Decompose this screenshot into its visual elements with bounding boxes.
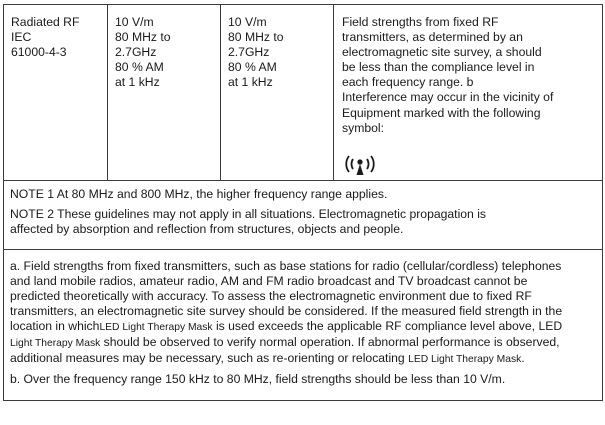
guidance-line: transmitters, as determined by an: [342, 30, 523, 45]
emc-immunity-table: [3, 4, 603, 401]
compliance-level-line: 10 V/m: [228, 15, 267, 29]
footnote-b: b. Over the frequency range 150 kHz to 80 MHz, field strengths should be less than 10 V/m.: [10, 372, 506, 387]
compliance-level-cell: [221, 5, 334, 181]
note-1: NOTE 1 At 80 MHz and 800 MHz, the higher frequency range applies.: [10, 186, 388, 201]
footnote-a-line: and land mobile radios, amateur radio, AM and FM radio broadcast and TV broadcast cannot be: [10, 273, 528, 288]
radiated-rf-row: [4, 5, 603, 181]
footnote-a-line: [10, 319, 596, 335]
footnote-a-line: [10, 351, 596, 367]
guidance-line: each frequency range. b: [342, 75, 474, 90]
notes-row: [4, 180, 603, 249]
compliance-level-line: 80 % AM: [228, 60, 277, 75]
footnote-text: additional measures may be necessary, such as re-orienting or relocating: [10, 351, 409, 366]
phenomenon-cell: [4, 5, 108, 181]
test-level-line: at 1 kHz: [115, 75, 160, 90]
guidance-line: Interference may occur in the vicinity of: [342, 90, 554, 105]
footnote-text: .: [521, 351, 525, 366]
footnote-a-line: a. Field strengths from fixed transmitters, such as base stations for radio (cellular/cordless) telephones: [10, 258, 562, 273]
non-ionizing-radiation-icon: [342, 150, 382, 180]
footnote-text: location in which: [10, 319, 100, 334]
compliance-level-line: at 1 kHz: [228, 75, 273, 90]
test-level-line: 2.7GHz: [115, 45, 157, 60]
footnote-a-line: predicted theoretically with accuracy. To assess the electromagnetic environment due to fixed RF: [10, 288, 532, 303]
compliance-level-line: 80 MHz to: [228, 30, 284, 45]
product-name: LED Light Therapy Mask: [99, 322, 213, 334]
phenomenon-line: IEC: [11, 30, 32, 45]
guidance-line: electromagnetic site survey, a should: [342, 45, 542, 60]
guidance-cell: [334, 5, 603, 181]
guidance-line: Equipment marked with the following: [342, 105, 541, 120]
phenomenon-line: 61000-4-3: [11, 45, 67, 60]
phenomenon-line: Radiated RF: [11, 15, 80, 29]
test-level-line: 80 MHz to: [115, 30, 171, 45]
footnotes-cell: [4, 249, 603, 400]
guidance-line: symbol:: [342, 120, 384, 135]
guidance-line: be less than the compliance level in: [342, 60, 535, 75]
compliance-level-line: 2.7GHz: [228, 45, 270, 60]
product-name: Light Therapy Mask: [10, 338, 101, 350]
footnote-text: should be observed to verify normal operation. If abnormal performance is observed,: [100, 335, 560, 350]
guidance-line: Field strengths from fixed RF: [342, 15, 499, 29]
product-name: LED Light Therapy Mask: [408, 354, 522, 366]
footnote-a-line: [10, 335, 596, 351]
footnote-a-line: transmitters, an electromagnetic site survey should be considered. If the measured field strength in the: [10, 304, 563, 319]
notes-cell: [4, 180, 603, 249]
note-2-line-1: NOTE 2 These guidelines may not apply in all situations. Electromagnetic propagation is: [10, 206, 487, 221]
test-level-cell: [108, 5, 221, 181]
note-2-line-2: affected by absorption and reflection from structures, objects and people.: [10, 221, 404, 236]
footnote-text: is used exceeds the applicable RF compliance level above, LED: [212, 319, 563, 334]
footnotes-row: [4, 249, 603, 400]
test-level-line: 10 V/m: [115, 15, 154, 29]
test-level-line: 80 % AM: [115, 60, 164, 75]
